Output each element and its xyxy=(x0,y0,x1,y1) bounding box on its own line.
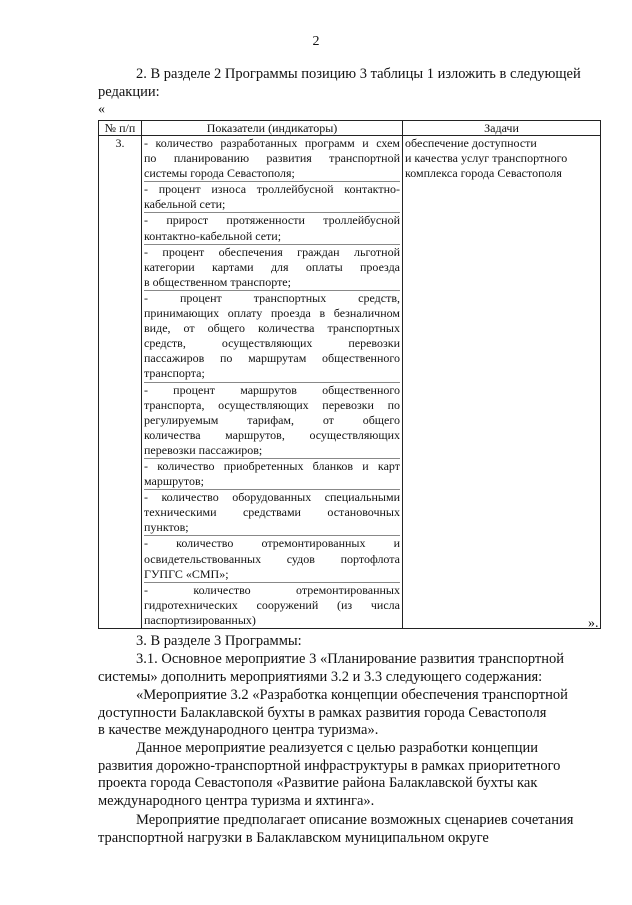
indicator-line: паспортизированных) xyxy=(144,612,256,627)
section3-p3 xyxy=(98,740,601,810)
indicators-cell xyxy=(142,136,403,629)
p2-line1: «Мероприятие 3.2 «Разработка концепции обеспечения транспортной xyxy=(136,687,568,703)
indicator-line: - прирост протяженности троллейбусной xyxy=(144,213,400,228)
indicator-line: по планированию развития транспортной xyxy=(144,151,400,166)
section3-p4 xyxy=(98,812,601,847)
indicator-item xyxy=(144,290,400,382)
indicator-line: средств, осуществляющих перевозки xyxy=(144,336,400,351)
indicator-item xyxy=(144,582,400,628)
p4-line1: Мероприятие предполагает описание возможных сценариев сочетания xyxy=(136,812,574,828)
p3-line1: Данное мероприятие реализуется с целью разработки концепции xyxy=(136,740,539,756)
indicator-line: - количество приобретенных бланков и карт xyxy=(144,458,400,473)
page-number: 2 xyxy=(312,34,320,49)
open-quote: « xyxy=(98,102,105,117)
indicator-line: транспорта, осуществляющих перевозки по xyxy=(144,397,400,412)
indicator-line: ГУПГС «СМП»; xyxy=(144,566,229,581)
header-number: № п/п xyxy=(99,121,142,136)
p2-line3: в качестве международного центра туризма». xyxy=(98,722,379,738)
task-line: комплекса города Севастополя xyxy=(405,166,562,181)
indicator-line: принимающих оплату проезда в безналичном xyxy=(144,306,400,321)
indicator-line: пассажиров по маршрутам общественного xyxy=(144,351,400,366)
indicator-line: системы города Севастополя; xyxy=(144,166,295,181)
indicator-list xyxy=(144,136,400,628)
indicator-line: - количество отремонтированных xyxy=(144,582,400,597)
indicator-item xyxy=(144,489,400,535)
indicator-line: освидетельствованных судов портофлота xyxy=(144,551,400,566)
section3-heading: 3. В разделе 3 Программы: xyxy=(136,633,302,649)
section2-intro-line2: редакции: xyxy=(98,83,160,100)
indicator-line: гидротехнических сооружений (из числа xyxy=(144,597,400,612)
section3-p2 xyxy=(98,687,601,740)
row-number: 3. xyxy=(99,136,142,629)
indicator-line: транспорта; xyxy=(144,366,205,381)
task-line: обеспечение доступности xyxy=(405,136,537,150)
indicator-line: кабельной сети; xyxy=(144,197,226,212)
indicator-item xyxy=(144,181,400,212)
indicator-line: количества маршрутов, осуществляющих xyxy=(144,427,400,442)
indicator-line: - процент обеспечения граждан льготной xyxy=(144,244,400,259)
task-list xyxy=(405,136,598,181)
header-tasks: Задачи xyxy=(403,121,601,136)
indicator-item xyxy=(144,458,400,489)
indicator-line: контактно-кабельной сети; xyxy=(144,228,282,243)
table-row xyxy=(99,136,601,629)
indicator-line: категории картами для оплаты проезда xyxy=(144,259,400,274)
p4-line2: транспортной нагрузки в Балаклавском муниципальном округе xyxy=(98,829,489,846)
indicator-line: маршрутов; xyxy=(144,474,205,489)
indicator-line: пунктов; xyxy=(144,520,189,535)
header-indicators: Показатели (индикаторы) xyxy=(142,121,403,136)
indicator-line: виде, от общего количества транспортных xyxy=(144,321,400,336)
close-quote: ». xyxy=(588,616,599,631)
indicator-item xyxy=(144,136,400,181)
p3-line2: развития дорожно-транспортной инфраструктуры в рамках приоритетного xyxy=(98,757,561,774)
indicator-item xyxy=(144,382,400,458)
indicator-line: - процент транспортных средств, xyxy=(144,290,400,305)
section3-p1 xyxy=(98,651,601,686)
indicator-line: - количество оборудованных специальными xyxy=(144,490,400,505)
indicator-line: техническими средствами остановочных xyxy=(144,505,400,520)
indicator-line: перевозки пассажиров; xyxy=(144,442,263,457)
p1-line1: 3.1. Основное мероприятие 3 «Планирование развития транспортной xyxy=(136,651,565,667)
indicator-item xyxy=(144,212,400,243)
indicators-table xyxy=(98,120,601,629)
task-line: и качества услуг транспортного xyxy=(405,151,568,166)
tasks-cell xyxy=(403,136,601,629)
table-header-row xyxy=(99,121,601,136)
indicator-line: в общественном транспорте; xyxy=(144,274,291,289)
indicator-line: - количество отремонтированных и xyxy=(144,536,400,551)
section2-intro xyxy=(98,66,601,101)
p2-line2: доступности Балаклавской бухты в рамках развития города Севастополя xyxy=(98,704,547,721)
p3-line4: международного центра туризма и яхтинга». xyxy=(98,792,375,809)
p3-line3: проекта города Севастополя «Развитие района Балаклавской бухты как xyxy=(98,775,538,791)
indicator-line: - процент маршрутов общественного xyxy=(144,382,400,397)
indicator-line: - процент износа троллейбусной контактно- xyxy=(144,182,400,197)
indicator-item xyxy=(144,535,400,581)
section2-intro-line1: 2. В разделе 2 Программы позицию 3 таблицы 1 изложить в следующей xyxy=(136,66,581,82)
indicator-item xyxy=(144,244,400,290)
p1-line2: системы» дополнить мероприятиями 3.2 и 3.3 следующего содержания: xyxy=(98,668,543,685)
indicator-line: регулируемым тарифам, от общего xyxy=(144,412,400,427)
indicator-line: - количество разработанных программ и схем xyxy=(144,136,400,150)
